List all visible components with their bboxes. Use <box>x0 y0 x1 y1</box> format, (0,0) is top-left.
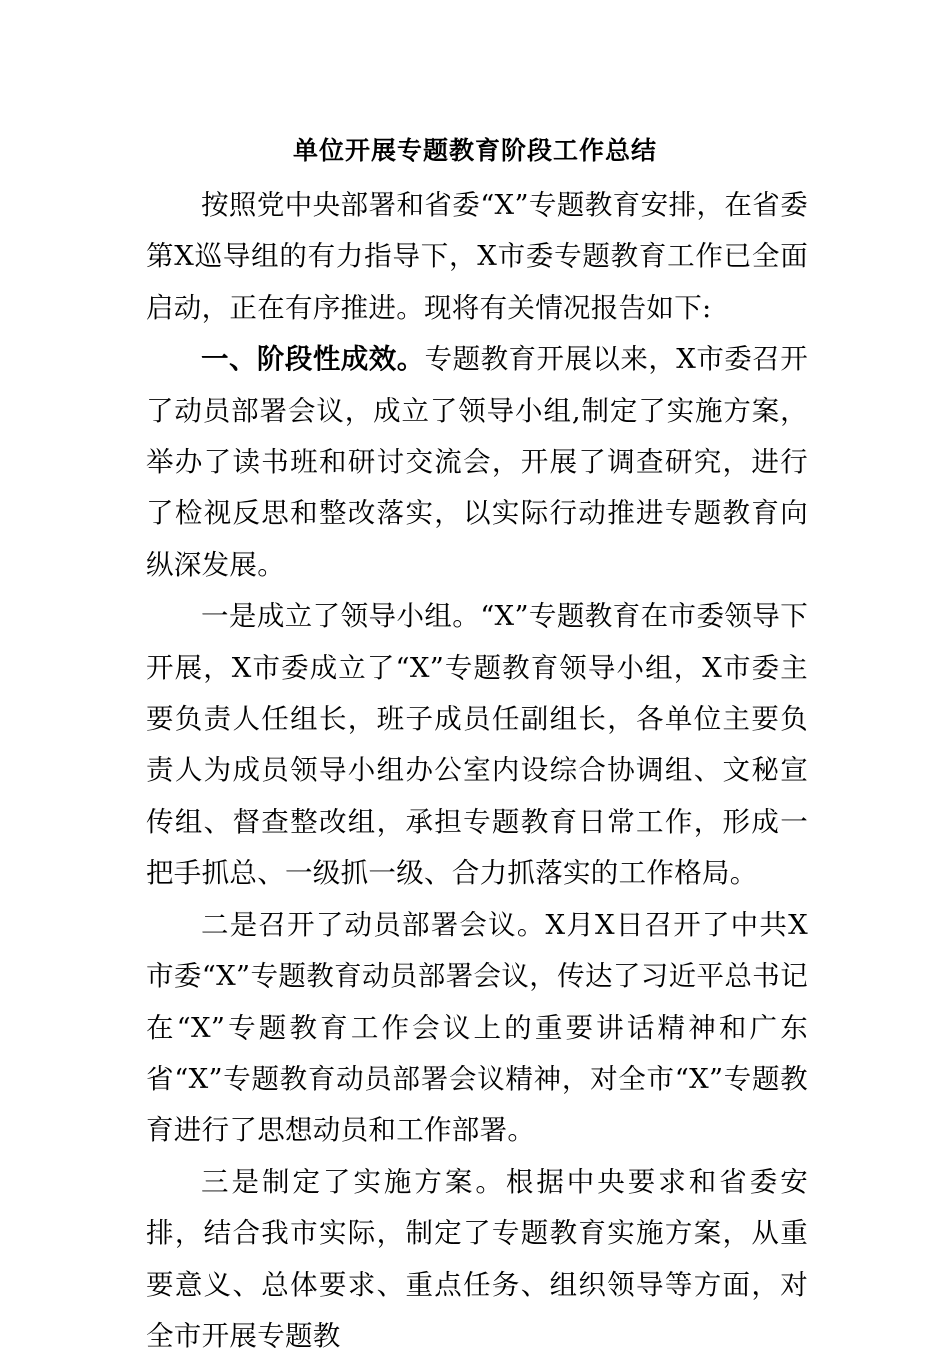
paragraph-item-one <box>146 591 808 899</box>
paragraph-intro <box>146 180 808 334</box>
paragraph-item-three <box>146 1157 808 1362</box>
section-heading: 一、阶段性成效。 <box>201 343 425 376</box>
document-title: 单位开展专题教育阶段工作总结 <box>292 136 657 165</box>
paragraph-text: 二是召开了动员部署会议。X月X日召开了中共X市委“X”专题教育动员部署会议，传达了习近平总书记在“X”专题教育工作会议上的重要讲话精神和广东省“X”专题教育动员部署会议精神，对全市“X”专题教育进行了思想动员和工作部署。 <box>146 908 808 1147</box>
paragraph-section-one <box>146 334 808 591</box>
paragraph-text: 三是制定了实施方案。根据中央要求和省委安排，结合我市实际，制定了专题教育实施方案，从重要意义、总体要求、重点任务、组织领导等方面，对全市开展专题教 <box>146 1165 808 1352</box>
paragraph-text: 专题教育开展以来，X市委召开了动员部署会议，成立了领导小组,制定了实施方案，举办了读书班和研讨交流会，开展了调查研究，进行了检视反思和整改落实，以实际行动推进专题教育向纵深发展。 <box>146 343 808 581</box>
paragraph-item-two <box>146 900 808 1157</box>
document-body <box>146 180 808 1362</box>
paragraph-text: 按照党中央部署和省委“X”专题教育安排，在省委第X巡导组的有力指导下，X市委专题教育工作已全面启动，正在有序推进。现将有关情况报告如下: <box>146 189 808 324</box>
paragraph-text: 一是成立了领导小组。“X”专题教育在市委领导下开展，X市委成立了“X”专题教育领导小组，X市委主要负责人任组长，班子成员任副组长，各单位主要负责人为成员领导小组办公室内设综合协调组、文秘宣传组、督查整改组，承担专题教育日常工作，形成一把手抓总、一级抓一级、合力抓落实的工作格局。 <box>146 600 808 890</box>
